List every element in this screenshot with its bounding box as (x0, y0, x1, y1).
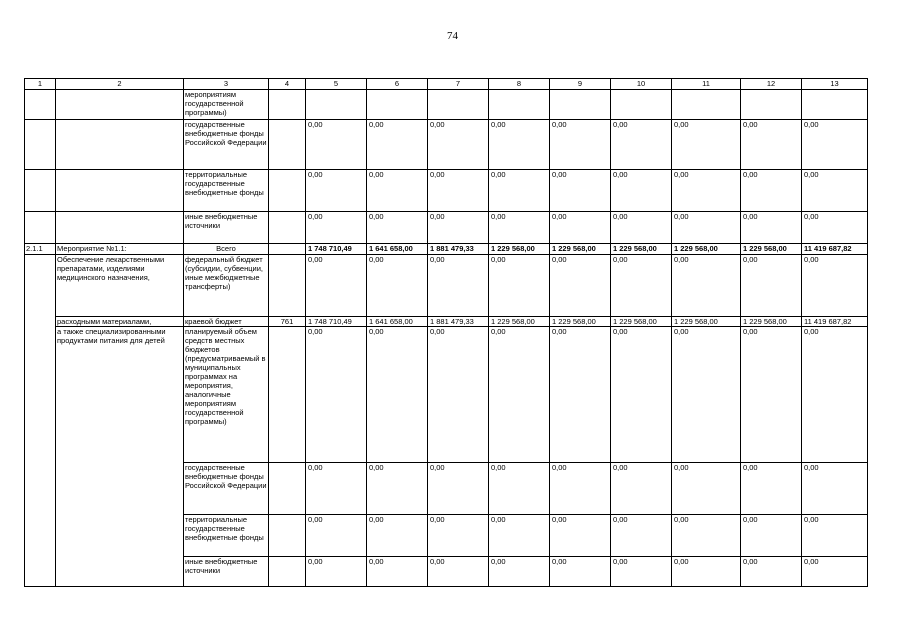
value-cell: 0,00 (802, 170, 868, 212)
value-cell: 0,00 (428, 212, 489, 244)
total-value-cell: 1 229 568,00 (611, 244, 672, 255)
admin-code-cell: 761 (269, 317, 306, 327)
header-cell: 2 (56, 79, 184, 90)
table-row (25, 170, 868, 212)
total-value-cell: 1 881 479,33 (428, 244, 489, 255)
code-cell-merged (25, 255, 56, 587)
total-value-cell: 1 229 568,00 (489, 244, 550, 255)
value-cell: 0,00 (802, 327, 868, 463)
value-cell: 0,00 (611, 170, 672, 212)
source-cell: краевой бюджет (184, 317, 269, 327)
value-cell: 0,00 (741, 327, 802, 463)
value-cell: 0,00 (672, 120, 741, 170)
value-cell: 0,00 (611, 212, 672, 244)
value-cell: 0,00 (741, 120, 802, 170)
value-cell: 0,00 (428, 170, 489, 212)
value-cell: 0,00 (489, 170, 550, 212)
value-cell: 0,00 (802, 463, 868, 515)
value-cell: 0,00 (428, 515, 489, 557)
value-cell: 0,00 (611, 120, 672, 170)
source-cell: территориальные государственные внебюджетные фонды (184, 515, 269, 557)
table-row (25, 120, 868, 170)
value-cell: 0,00 (741, 557, 802, 587)
table-row-total (25, 244, 868, 255)
value-cell: 0,00 (550, 463, 611, 515)
event-desc: расходными материалами, (56, 317, 184, 327)
value-cell: 0,00 (672, 557, 741, 587)
source-cell: иные внебюджетные источники (184, 557, 269, 587)
value-cell: 0,00 (611, 463, 672, 515)
value-cell: 0,00 (550, 255, 611, 317)
value-cell: 1 881 479,33 (428, 317, 489, 327)
header-cell: 4 (269, 79, 306, 90)
table-row (25, 327, 868, 463)
value-cell: 0,00 (306, 327, 367, 463)
value-cell: 0,00 (672, 327, 741, 463)
source-cell: федеральный бюджет (субсидии, субвенции, иные межбюджетные трансферты) (184, 255, 269, 317)
value-cell: 0,00 (672, 255, 741, 317)
table-row (25, 90, 868, 120)
event-name: Мероприятие №1.1: (56, 244, 184, 255)
value-cell: 0,00 (428, 557, 489, 587)
value-cell: 0,00 (367, 255, 428, 317)
header-cell: 13 (802, 79, 868, 90)
value-cell: 1 641 658,00 (367, 317, 428, 327)
value-cell: 0,00 (550, 120, 611, 170)
value-cell: 0,00 (489, 120, 550, 170)
source-cell: государственные внебюджетные фонды Российской Федерации (184, 120, 269, 170)
value-cell: 0,00 (672, 463, 741, 515)
value-cell: 0,00 (367, 515, 428, 557)
header-cell: 1 (25, 79, 56, 90)
value-cell: 0,00 (550, 557, 611, 587)
budget-table (24, 78, 868, 587)
value-cell: 0,00 (802, 515, 868, 557)
value-cell: 0,00 (741, 170, 802, 212)
value-cell: 0,00 (741, 515, 802, 557)
value-cell: 0,00 (611, 327, 672, 463)
value-cell: 0,00 (672, 170, 741, 212)
source-cell: территориальные государственные внебюджетные фонды (184, 170, 269, 212)
value-cell: 0,00 (306, 170, 367, 212)
value-cell: 0,00 (489, 463, 550, 515)
value-cell: 0,00 (367, 463, 428, 515)
code-cell (25, 90, 56, 120)
row-code: 2.1.1 (25, 244, 56, 255)
value-cell: 0,00 (489, 327, 550, 463)
event-desc: Обеспечение лекарственными препаратами, изделиями медицинского назначения, (56, 255, 184, 317)
value-cell: 1 229 568,00 (741, 317, 802, 327)
header-row (25, 79, 868, 90)
header-cell: 5 (306, 79, 367, 90)
table-row (25, 212, 868, 244)
total-label: Всего (184, 244, 269, 255)
value-cell: 0,00 (367, 170, 428, 212)
header-cell: 6 (367, 79, 428, 90)
total-value-cell: 1 748 710,49 (306, 244, 367, 255)
value-cell: 0,00 (489, 515, 550, 557)
source-cell: государственные внебюджетные фонды Российской Федерации (184, 463, 269, 515)
value-cell: 0,00 (489, 557, 550, 587)
total-value-cell: 11 419 687,82 (802, 244, 868, 255)
value-cell: 1 229 568,00 (611, 317, 672, 327)
total-value-cell: 1 229 568,00 (550, 244, 611, 255)
source-cell: иные внебюджетные источники (184, 212, 269, 244)
value-cell: 0,00 (802, 120, 868, 170)
value-cell: 0,00 (367, 120, 428, 170)
value-cell: 0,00 (306, 557, 367, 587)
value-cell: 0,00 (550, 515, 611, 557)
value-cell: 0,00 (367, 557, 428, 587)
value-cell: 0,00 (306, 515, 367, 557)
value-cell: 0,00 (489, 255, 550, 317)
value-cell: 0,00 (428, 327, 489, 463)
header-cell: 8 (489, 79, 550, 90)
source-cell: планируемый объем средств местных бюджетов (предусматриваемый в муниципальных программах на мероприятия, аналогичные мероприятиям государственной программы) (184, 327, 269, 463)
value-cell: 0,00 (672, 515, 741, 557)
value-cell: 0,00 (428, 255, 489, 317)
value-cell: 0,00 (741, 255, 802, 317)
header-cell: 10 (611, 79, 672, 90)
header-cell: 12 (741, 79, 802, 90)
name-cell (56, 90, 184, 120)
value-cell: 0,00 (550, 327, 611, 463)
value-cell: 0,00 (306, 120, 367, 170)
header-cell: 3 (184, 79, 269, 90)
table-row (25, 317, 868, 327)
value-cell: 0,00 (611, 557, 672, 587)
value-cell: 0,00 (672, 212, 741, 244)
event-desc: а также специализированными продуктами питания для детей (56, 327, 184, 587)
page-number: 74 (447, 30, 458, 42)
value-cell: 0,00 (741, 212, 802, 244)
admin-code-cell (269, 90, 306, 120)
value-cell: 0,00 (428, 463, 489, 515)
value-cell: 1 229 568,00 (489, 317, 550, 327)
value-cell: 0,00 (802, 212, 868, 244)
value-cell: 1 229 568,00 (550, 317, 611, 327)
value-cell: 0,00 (741, 463, 802, 515)
total-value-cell: 1 229 568,00 (741, 244, 802, 255)
value-cell: 0,00 (802, 557, 868, 587)
total-value-cell: 1 641 658,00 (367, 244, 428, 255)
value-cell: 11 419 687,82 (802, 317, 868, 327)
value-cell: 0,00 (306, 255, 367, 317)
total-value-cell: 1 229 568,00 (672, 244, 741, 255)
header-cell: 11 (672, 79, 741, 90)
value-cell: 0,00 (611, 515, 672, 557)
value-cell: 0,00 (611, 255, 672, 317)
header-cell: 7 (428, 79, 489, 90)
value-cell: 1 229 568,00 (672, 317, 741, 327)
value-cell: 0,00 (428, 120, 489, 170)
header-cell: 9 (550, 79, 611, 90)
value-cell: 1 748 710,49 (306, 317, 367, 327)
table-row (25, 255, 868, 317)
value-cell: 0,00 (550, 170, 611, 212)
value-cell: 0,00 (802, 255, 868, 317)
value-cell: 0,00 (367, 212, 428, 244)
value-cell: 0,00 (367, 327, 428, 463)
source-cell: мероприятиям государственной программы) (184, 90, 269, 120)
value-cell: 0,00 (550, 212, 611, 244)
value-cell: 0,00 (306, 463, 367, 515)
value-cell: 0,00 (489, 212, 550, 244)
value-cell: 0,00 (306, 212, 367, 244)
